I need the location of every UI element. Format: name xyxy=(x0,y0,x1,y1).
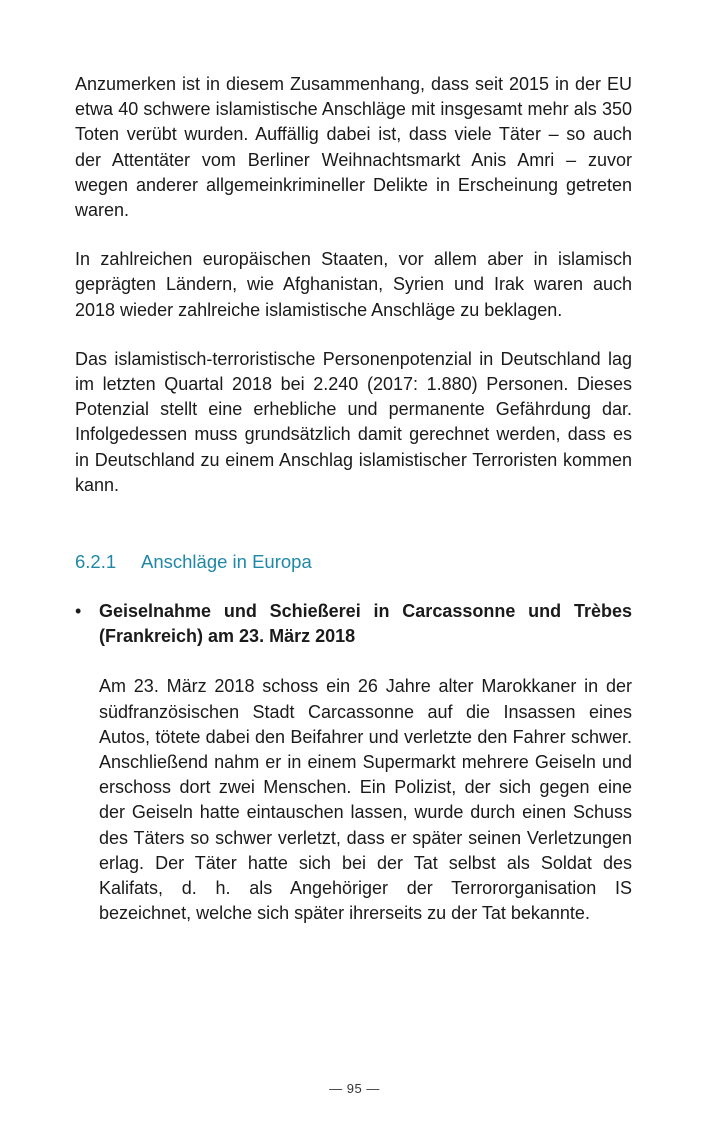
bullet-body: Am 23. März 2018 schoss ein 26 Jahre alter Marokkaner in der südfranzösischen Stadt Carcassonne auf die Insassen eines Autos, tötete dabei den Beifahrer und verletzte den Fahrer schwer. Anschließend nahm er in einem Supermarkt mehrere Geiseln und erschoss dort zwei Menschen. Ein Polizist, der sich gegen eine der Geiseln hatte eintauschen lassen, wurde durch einen Schuss des Täters so schwer verletzt, dass er später seinen Verletzungen erlag. Der Täter hatte sich bei der Tat selbst als Soldat des Kalifats, d. h. als Angehöriger der Terrororganisation IS bezeichnet, welche sich später ihrerseits zu der Tat bekannte. xyxy=(99,676,632,924)
paragraph-personenpotenzial: Das islamistisch-terroristische Personenpotenzial in Deutschland lag im letzten Quartal 2018 bei 2.240 (2017: 1.880) Personen. Dieses Potenzial stellt eine erhebliche und permanente Gefährdung dar. Infolgedessen muss grundsätzlich damit gerechnet werden, dass es in Deutschland zu einem Anschlag islamistischer Terroristen kommen kann. xyxy=(75,348,632,495)
paragraph-attacks-since-2015: Anzumerken ist in diesem Zusammenhang, dass seit 2015 in der EU etwa 40 schwere islamistische Anschläge mit insgesamt mehr als 350 Toten verübt wurden. Auffällig dabei ist, dass viele Täter – so auch der Attentäter vom Berliner Weihnachtsmarkt Anis Amri – zuvor wegen anderer allgemeinkrimineller Delikte in Erscheinung getreten waren. xyxy=(75,74,632,221)
page-number: — 95 — xyxy=(329,1081,380,1096)
section-number: 6.2.1 xyxy=(75,551,117,573)
paragraph-european-states: In zahlreichen europäischen Staaten, vor allem aber in islamisch geprägten Ländern, wie Afghanistan, Syrien und Irak waren auch 2018 wieder zahlreiche islamistische Anschläge zu beklagen. xyxy=(75,249,632,320)
section-heading xyxy=(75,549,632,574)
bullet-title: Geiselnahme und Schießerei in Carcassonne und Trèbes (Frankreich) am 23. März 2018 xyxy=(99,601,632,647)
document-page xyxy=(75,72,632,926)
section-title: Anschläge in Europa xyxy=(141,551,312,573)
bullet-icon: • xyxy=(75,601,82,622)
bullet-item xyxy=(75,599,632,926)
